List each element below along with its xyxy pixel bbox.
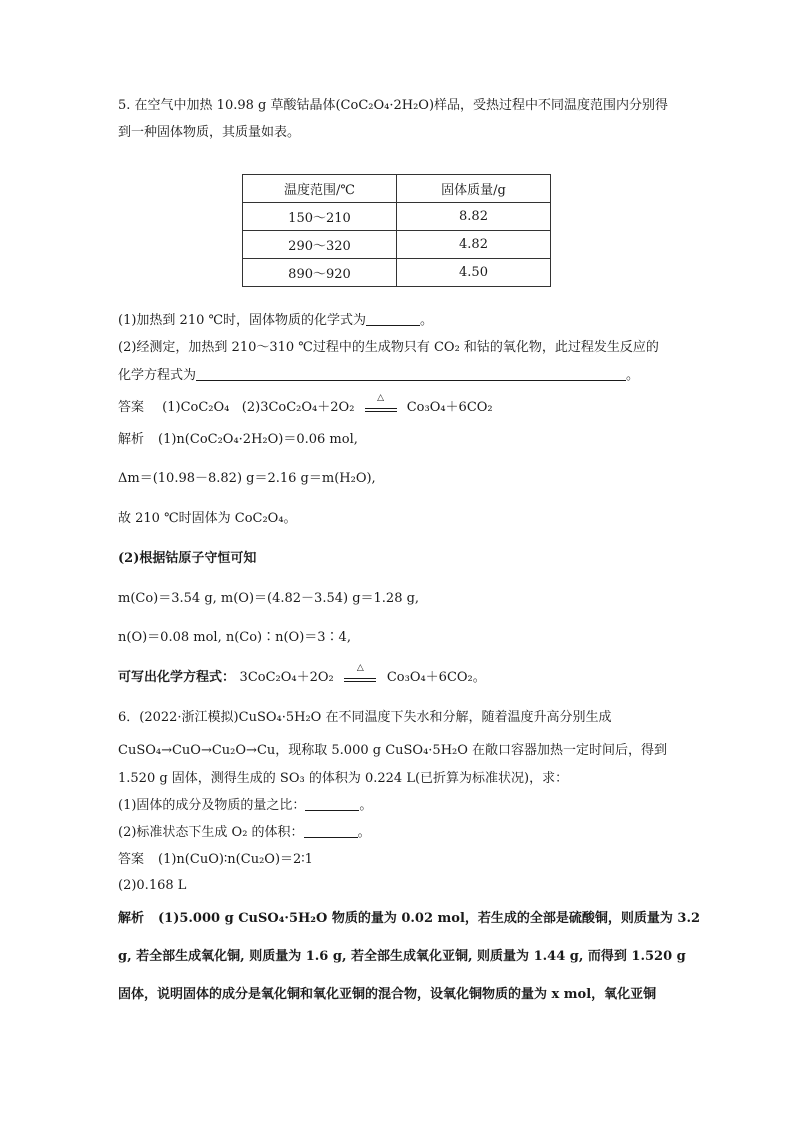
answer-blank: [366, 313, 420, 326]
q5-stem-line1: 5. 在空气中加热 10.98 g 草酸钴晶体(CoC₂O₄·2H₂O)样品，受热过程中不同温度范围内分别得: [118, 98, 669, 113]
q6-sub2-end: 。: [357, 825, 371, 840]
table-row: [243, 203, 551, 231]
q5-analysis-equation-intro: 可写出化学方程式：: [118, 670, 236, 685]
answer-label: 答案: [118, 400, 145, 415]
table-cell: 290～320: [243, 231, 397, 259]
table-cell: 4.50: [397, 259, 551, 287]
q6-analysis-line2: g, 若全部生成氧化铜, 则质量为 1.6 g, 若全部生成氧化亚铜, 则质量为 1.44 g, 而得到 1.520 g: [118, 949, 686, 964]
table-cell: 4.82: [397, 231, 551, 259]
q5-analysis-line6: n(O)＝0.08 mol, n(Co)∶n(O)＝3∶4,: [118, 630, 351, 645]
q6-sub1-end: 。: [359, 798, 373, 813]
q5-data-table: [242, 174, 551, 287]
q5-analysis-eq-left: 3CoC₂O₄＋2O₂: [239, 670, 334, 685]
q6-sub1-text: (1)固体的成分及物质的量之比：: [118, 798, 306, 813]
q5-sub1-text: (1)加热到 210 ℃时，固体物质的化学式为: [118, 313, 367, 328]
heat-symbol: △: [356, 663, 364, 673]
q5-subquestion-2-line1: (2)经测定，加热到 210～310 ℃过程中的生成物只有 CO₂ 和钴的氧化物，此过程发生反应的: [118, 340, 659, 355]
table-row: [243, 231, 551, 259]
q6-subquestion-1: [118, 798, 372, 814]
heat-reaction-arrow: [363, 393, 399, 415]
q5-subquestion-2-line2: [118, 368, 639, 384]
table-cell: 8.82: [397, 203, 551, 231]
table-header-cell: 固体质量/g: [397, 175, 551, 203]
heat-symbol: △: [377, 393, 385, 403]
q5-analysis-line7: [118, 663, 486, 686]
q6-answer-line2: (2)0.168 L: [118, 878, 187, 893]
answer-blank: [305, 798, 359, 811]
table-cell: 150～210: [243, 203, 397, 231]
table-row: [243, 259, 551, 287]
q5-sub2-end: 。: [626, 368, 640, 383]
q5-analysis-line2: Δm＝(10.98－8.82) g＝2.16 g＝m(H₂O),: [118, 471, 376, 486]
q5-analysis-line5: m(Co)＝3.54 g, m(O)＝(4.82－3.54) g＝1.28 g,: [118, 591, 420, 606]
q6-stem-line3: 1.520 g 固体，测得生成的 SO₃ 的体积为 0.224 L(已折算为标准状况)，求：: [118, 771, 569, 786]
q6-analysis-line3: 固体，说明固体的成分是氧化铜和氧化亚铜的混合物，设氧化铜物质的量为 x mol，氧化亚铜: [118, 987, 657, 1002]
heat-reaction-arrow: [342, 663, 378, 685]
q6-answer-line1: [118, 852, 313, 868]
q5-analysis-line4: (2)根据钴原子守恒可知: [118, 551, 257, 566]
q6-stem-line1: 6．(2022·浙江模拟)CuSO₄·5H₂O 在不同温度下失水和分解，随着温度升高分别生成: [118, 710, 612, 725]
q6-analysis-line1: [118, 911, 700, 927]
q6-analysis-text: (1)5.000 g CuSO₄·5H₂O 物质的量为 0.02 mol，若生成的全部是硫酸铜，则质量为 3.2: [158, 911, 701, 926]
q5-analysis-line3: 故 210 ℃时固体为 CoC₂O₄。: [118, 511, 297, 526]
q6-sub2-text: (2)标准状态下生成 O₂ 的体积：: [118, 825, 304, 840]
q5-analysis-line1: [118, 432, 358, 448]
q5-answer: [118, 393, 493, 416]
answer-label: 答案: [118, 852, 145, 867]
analysis-label: 解析: [118, 911, 145, 926]
q5-analysis-text: (1)n(CoC₂O₄·2H₂O)＝0.06 mol,: [158, 432, 358, 447]
q5-sub2-text: 化学方程式为: [118, 368, 197, 383]
q5-answer-1: (1)CoC₂O₄: [162, 400, 230, 415]
q5-stem-line2: 到一种固体物质，其质量如表。: [118, 125, 301, 140]
table-header-row: [243, 175, 551, 203]
q5-subquestion-1: [118, 313, 433, 329]
answer-blank: [304, 825, 358, 838]
answer-blank: [196, 368, 626, 381]
table-header-cell: 温度范围/℃: [243, 175, 397, 203]
q5-answer-2-right: Co₃O₄＋6CO₂: [406, 400, 493, 415]
q6-stem-line2: CuSO₄→CuO→Cu₂O→Cu，现称取 5.000 g CuSO₄·5H₂O 在敞口容器加热一定时间后，得到: [118, 743, 668, 758]
q5-sub1-end: 。: [420, 313, 434, 328]
q5-answer-2-left: (2)3CoC₂O₄＋2O₂: [241, 400, 355, 415]
q5-analysis-eq-right: Co₃O₄＋6CO₂。: [386, 670, 486, 685]
table-cell: 890～920: [243, 259, 397, 287]
q6-subquestion-2: [118, 825, 371, 841]
q6-answer-1: (1)n(CuO)∶n(Cu₂O)＝2∶1: [158, 852, 313, 867]
analysis-label: 解析: [118, 432, 145, 447]
